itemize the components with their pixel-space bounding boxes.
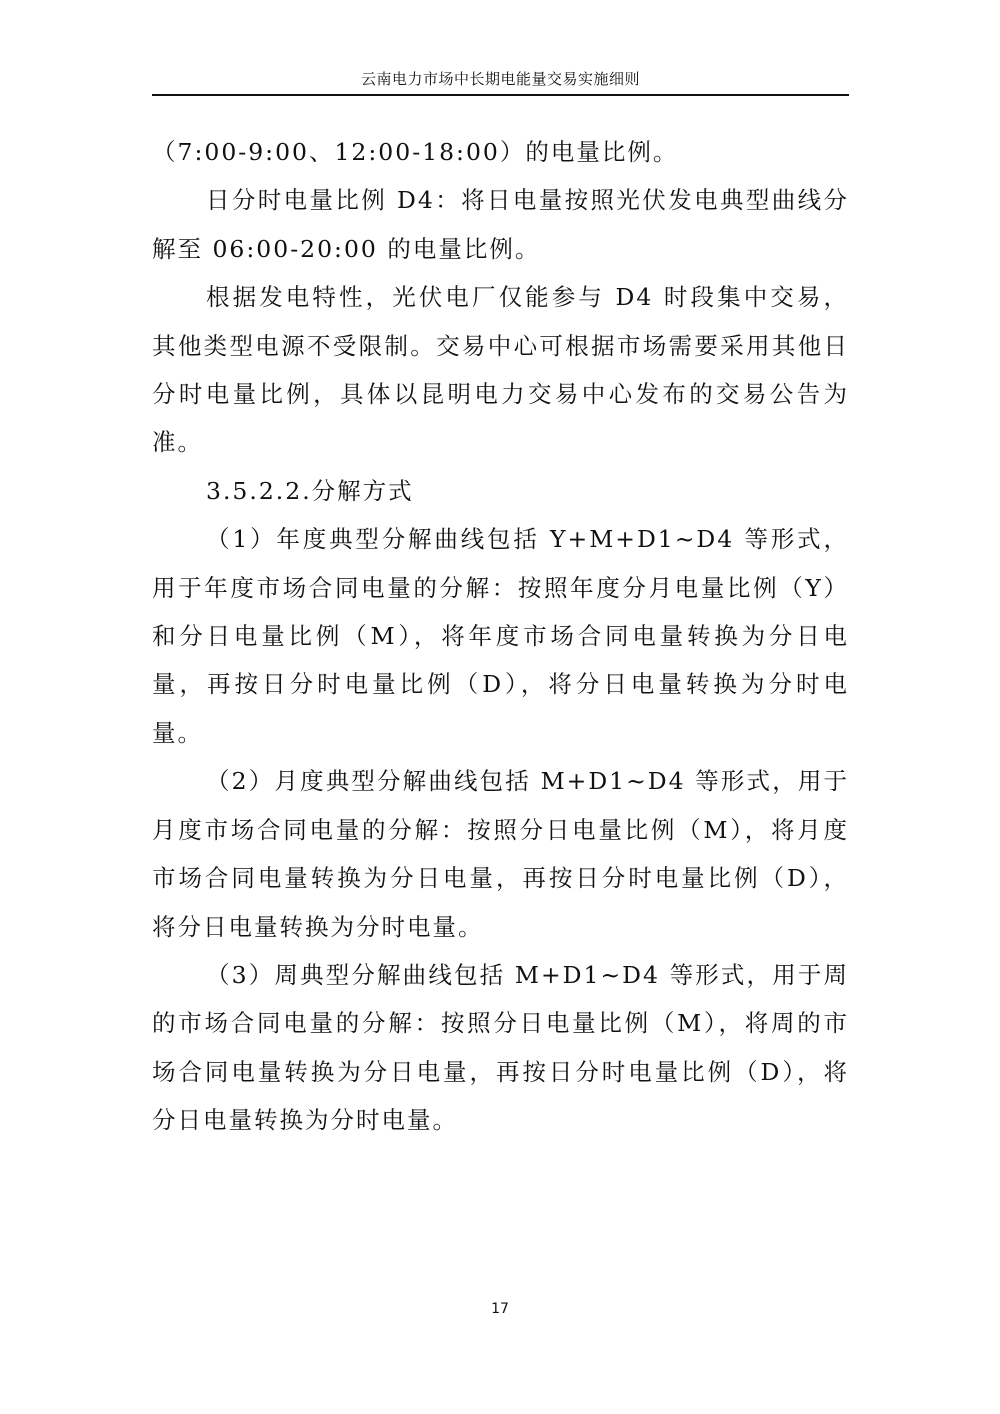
paragraph-annual-curve: （1）年度典型分解曲线包括 Y+M+D1~D4 等形式，用于年度市场合同电量的分解：按照年度分月电量比例（Y）和分日电量比例（M），将年度市场合同电量转换为分日电量，再按日分时电量比例（D），将分日电量转换为分时电量。	[152, 525, 849, 747]
paragraph-d4-definition: 日分时电量比例 D4：将日电量按照光伏发电典型曲线分解至 06:00-20:00 的电量比例。	[152, 186, 849, 263]
header-divider	[152, 94, 849, 96]
document-body	[152, 128, 849, 1145]
page-number: 17	[491, 1301, 509, 1317]
page-header-title: 云南电力市场中长期电能量交易实施细则	[360, 70, 640, 88]
paragraph-continuation: （7:00-9:00、12:00-18:00）的电量比例。	[152, 138, 679, 166]
paragraph-weekly-curve: （3）周典型分解曲线包括 M+D1~D4 等形式，用于周的市场合同电量的分解：按照分日电量比例（M），将周的市场合同电量转换为分日电量，再按日分时电量比例（D），将分日电量转换为分时电量。	[152, 960, 849, 1135]
paragraph-monthly-curve: （2）月度典型分解曲线包括 M+D1~D4 等形式，用于月度市场合同电量的分解：按照分日电量比例（M），将月度市场合同电量转换为分日电量，再按日分时电量比例（D），将分日电量转换为分时电量。	[152, 767, 849, 941]
section-heading-3-5-2-2: 3.5.2.2.分解方式	[206, 476, 414, 505]
paragraph-generation-characteristics: 根据发电特性，光伏电厂仅能参与 D4 时段集中交易，其他类型电源不受限制。交易中心可根据市场需要采用其他日分时电量比例，具体以昆明电力交易中心发布的交易公告为准。	[152, 283, 849, 457]
